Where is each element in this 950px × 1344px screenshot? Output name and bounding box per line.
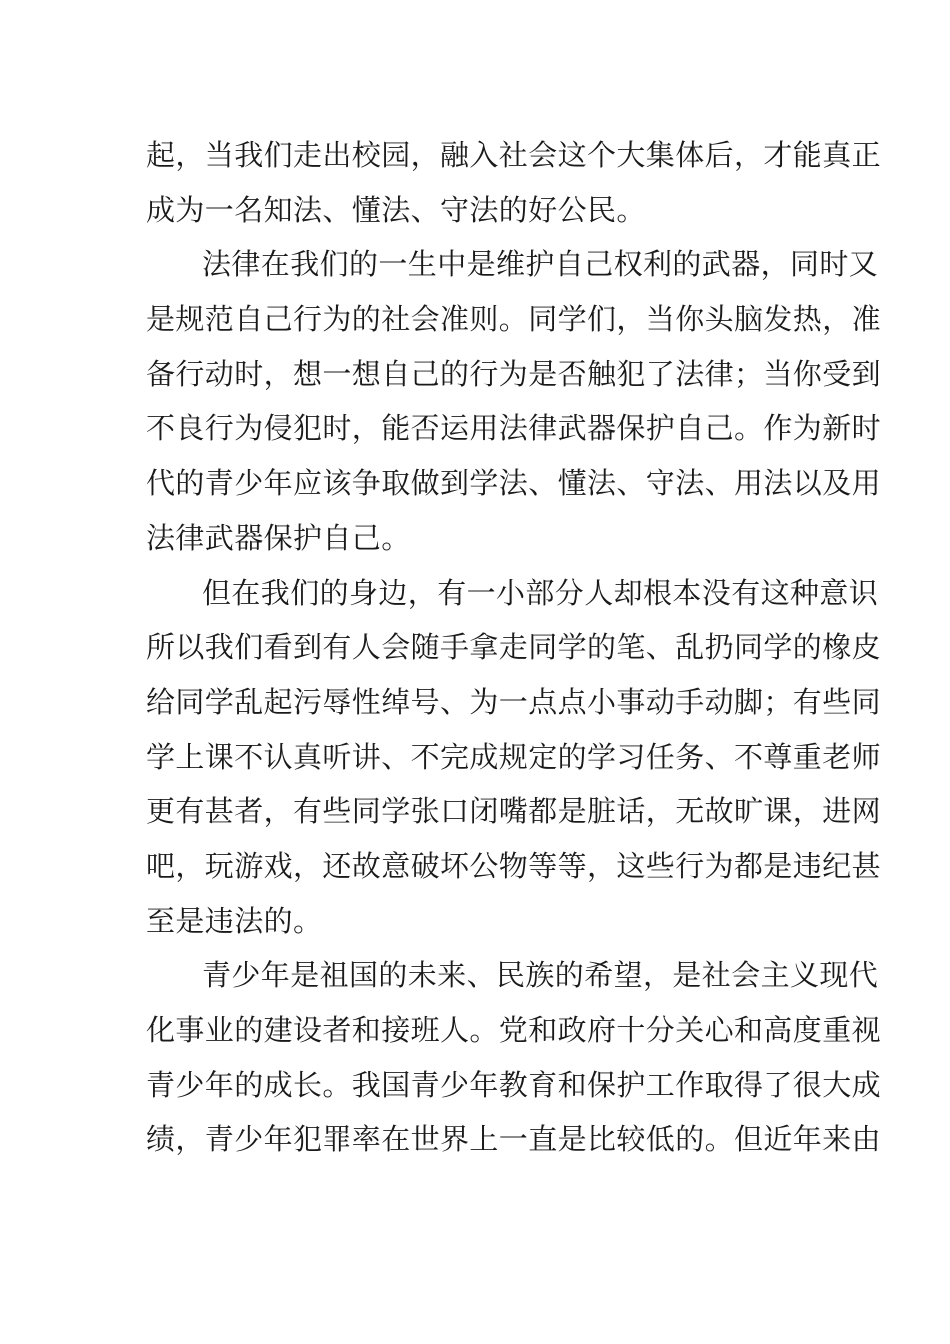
text-line: 所以我们看到有人会随手拿走同学的笔、乱扔同学的橡皮 bbox=[146, 630, 882, 665]
body-text bbox=[146, 128, 882, 1167]
text-line: 是规范自己行为的社会准则。同学们，当你头脑发热，准 bbox=[146, 302, 882, 337]
text-line: 青少年的成长。我国青少年教育和保护工作取得了很大成 bbox=[146, 1067, 882, 1102]
text-line: 代的青少年应该争取做到学法、懂法、守法、用法以及用 bbox=[146, 466, 882, 501]
text-line: 学上课不认真听讲、不完成规定的学习任务、不尊重老师 bbox=[146, 739, 882, 774]
text-line: 吧，玩游戏，还故意破坏公物等等，这些行为都是违纪甚 bbox=[146, 848, 882, 883]
text-line: 不良行为侵犯时，能否运用法律武器保护自己。作为新时 bbox=[146, 411, 882, 446]
text-line: 化事业的建设者和接班人。党和政府十分关心和高度重视 bbox=[146, 1013, 882, 1047]
text-line: 绩，青少年犯罪率在世界上一直是比较低的。但近年来由 bbox=[146, 1122, 882, 1157]
paragraph-first-line: 但在我们的身边，有一小部分人却根本没有这种意识 bbox=[202, 575, 879, 610]
paragraph-first-line: 法律在我们的一生中是维护自己权利的武器，同时又 bbox=[202, 247, 879, 282]
text-line: 成为一名知法、懂法、守法的好公民。 bbox=[146, 192, 646, 227]
text-line: 至是违法的。 bbox=[146, 903, 323, 938]
text-line: 法律武器保护自己。 bbox=[146, 520, 411, 555]
paragraph-first-line: 青少年是祖国的未来、民族的希望，是社会主义现代 bbox=[202, 958, 879, 993]
text-line: 更有甚者，有些同学张口闭嘴都是脏话，无故旷课，进网 bbox=[146, 794, 882, 829]
text-line: 起，当我们走出校园，融入社会这个大集体后，才能真正 bbox=[146, 138, 882, 172]
text-line: 给同学乱起污辱性绰号、为一点点小事动手动脚；有些同 bbox=[146, 684, 882, 719]
text-line: 备行动时，想一想自己的行为是否触犯了法律；当你受到 bbox=[146, 356, 882, 391]
